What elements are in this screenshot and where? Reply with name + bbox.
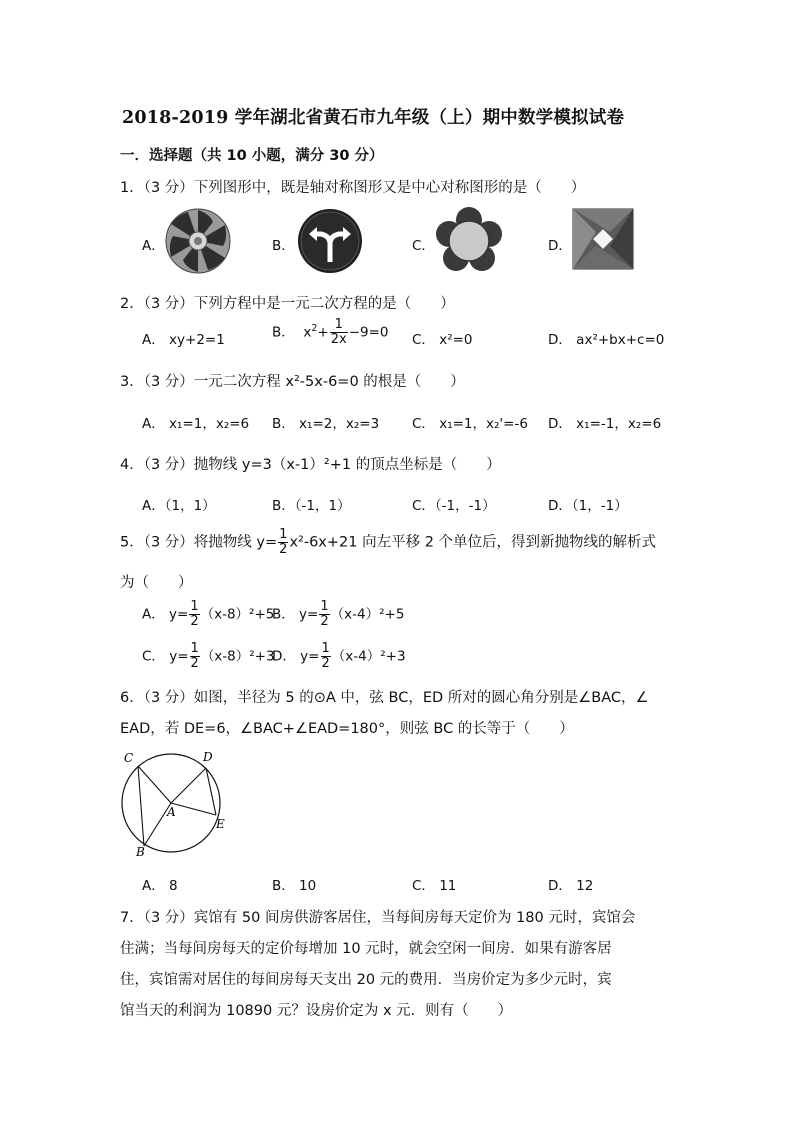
- chord-bc: [138, 766, 144, 846]
- page-title: 2018-2019 学年湖北省黄石市九年级（上）期中数学模拟试卷: [122, 108, 625, 128]
- q5-option-a: A． y= $\frac{1}{2}$ （x-8）²+5: [142, 599, 275, 629]
- q3-option-d: D． x₁=-1，x₂=6: [548, 416, 662, 432]
- figure-c-flower: [436, 208, 502, 274]
- question-5-stem-line2: 为（ ）: [120, 575, 193, 591]
- q5-option-d: D． y= $\frac{1}{2}$ （x-4）²+3: [272, 641, 406, 671]
- question-7-line2: 住满；当每间房每天的定价每增加 10 元时，就会空闲一间房．如果有游客居: [120, 941, 612, 957]
- figure-a-pinwheel: [165, 208, 231, 274]
- q1-option-c-label: C．: [412, 238, 435, 254]
- radius-ac: [138, 766, 171, 803]
- q2-option-a: A． xy+2=1: [142, 332, 225, 348]
- question-4-stem: 4．（3 分）抛物线 y=3（x-1）²+1 的顶点坐标是（ ）: [120, 457, 501, 473]
- q4-option-c: C．（-1，-1）: [412, 498, 496, 514]
- q4-option-a: A．（1，1）: [142, 498, 216, 514]
- figure-d-square: [572, 208, 634, 270]
- question-5-stem: 5．（3 分）将抛物线 y= $\frac{1}{2}$ x²-6x+21 向左平移 2 个单位后，得到新抛物线的解析式: [120, 527, 657, 557]
- q2-option-c: C． x²=0: [412, 332, 473, 348]
- question-6-line2: EAD，若 DE=6，∠BAC+∠EAD=180°，则弦 BC 的长等于（ ）: [120, 721, 574, 737]
- label-a: A: [167, 805, 176, 819]
- q1-option-d-label: D．: [548, 238, 572, 254]
- question-2-stem: 2．（3 分）下列方程中是一元二次方程的是（ ）: [120, 296, 455, 312]
- q5-option-c: C． y= $\frac{1}{2}$ （x-8）²+3: [142, 641, 275, 671]
- q3-option-b: B． x₁=2，x₂=3: [272, 416, 380, 432]
- q6-option-d: D． 12: [548, 878, 594, 894]
- figure-b-turn-sign: [297, 208, 363, 274]
- section-heading: 一．选择题（共 10 小题，满分 30 分）: [120, 148, 384, 164]
- question-7-line3: 住，宾馆需对居住的每间房每天支出 20 元的费用．当房价定为多少元时，宾: [120, 972, 612, 988]
- radius-ad: [171, 768, 206, 803]
- q6-option-c: C． 11: [412, 878, 457, 894]
- question-6-line1: 6．（3 分）如图，半径为 5 的⊙A 中，弦 BC，ED 所对的圆心角分别是∠BAC，∠: [120, 690, 649, 706]
- label-b: B: [136, 845, 145, 859]
- question-3-stem: 3．（3 分）一元二次方程 x²-5x-6=0 的根是（ ）: [120, 374, 465, 390]
- q2-option-b: B． $x^2+$ $\frac{1}{2x}$ −9=0: [272, 317, 389, 347]
- q1-option-a-label: A．: [142, 238, 165, 254]
- label-c: C: [124, 751, 134, 765]
- question-7-line4: 馆当天的利润为 10890 元？设房价定为 x 元．则有（ ）: [120, 1003, 513, 1019]
- q3-option-c: C． x₁=1，x₂'=-6: [412, 416, 528, 432]
- label-d: D: [203, 750, 213, 764]
- label-e: E: [216, 817, 225, 831]
- q1-option-b-label: B．: [272, 238, 295, 254]
- question-7-line1: 7．（3 分）宾馆有 50 间房供游客居住，当每间房每天定价为 180 元时，宾馆会: [120, 910, 636, 926]
- q4-option-b: B．（-1，1）: [272, 498, 351, 514]
- q2-option-d: D． ax²+bx+c=0: [548, 332, 665, 348]
- q6-option-b: B． 10: [272, 878, 317, 894]
- question-1-stem: 1．（3 分）下列图形中，既是轴对称图形又是中心对称图形的是（ ）: [120, 180, 586, 196]
- q5-option-b: B． y= $\frac{1}{2}$ （x-4）²+5: [272, 599, 405, 629]
- q3-option-a: A． x₁=1，x₂=6: [142, 416, 250, 432]
- q4-option-d: D．（1，-1）: [548, 498, 628, 514]
- q6-option-a: A． 8: [142, 878, 178, 894]
- radius-ae: [171, 803, 216, 815]
- q6-circle-figure: [112, 748, 242, 863]
